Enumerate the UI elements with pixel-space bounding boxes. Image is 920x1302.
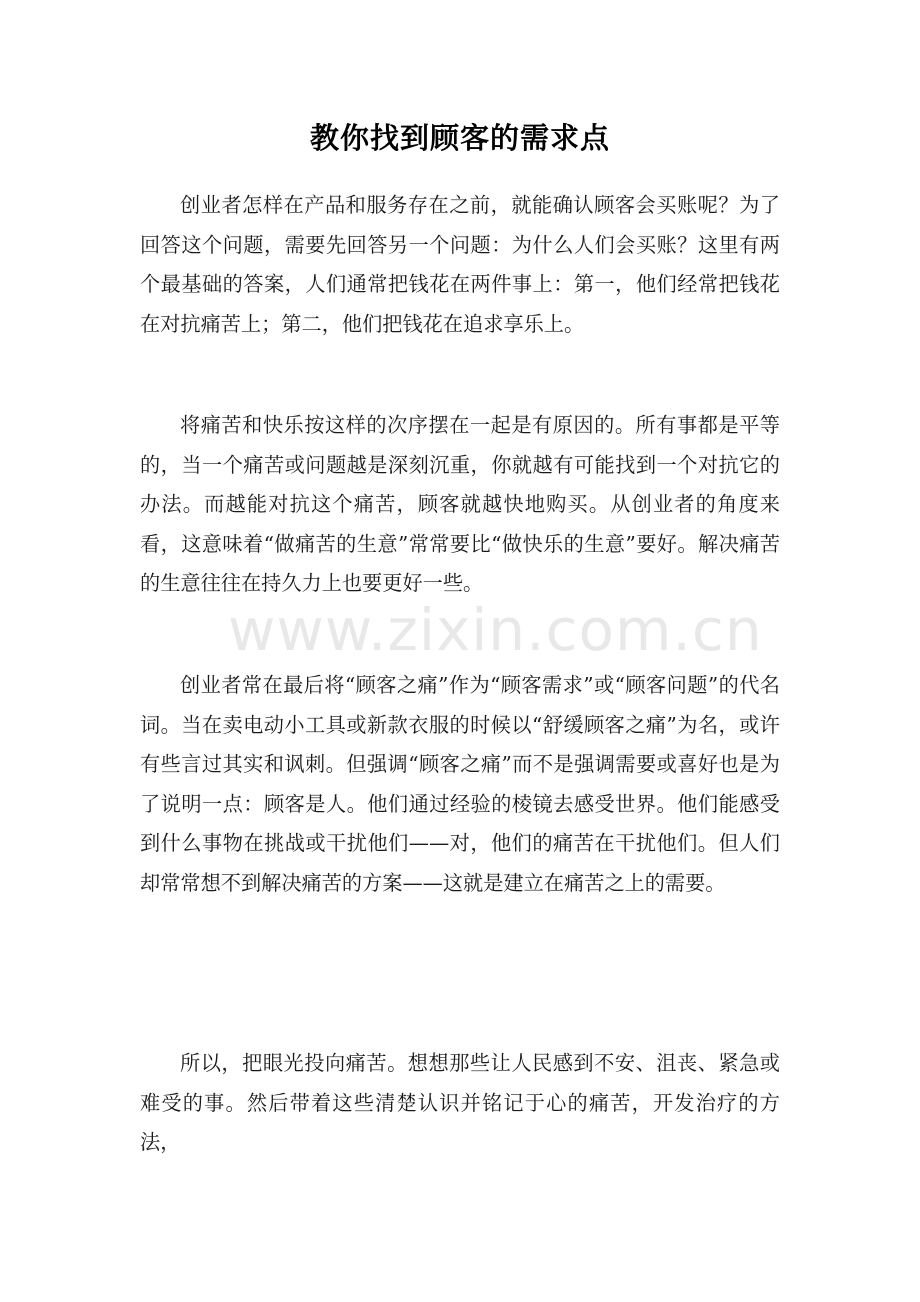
document-title: 教你找到顾客的需求点: [309, 121, 610, 155]
paragraph-1: 创业者怎样在产品和服务存在之前，就能确认顾客会买账呢？为了回答这个问题，需要先回答另一个问题：为什么人们会买账？这里有两个最基础的答案，人们通常把钱花在两件事上：第一，他们经常把钱花在对抗痛苦上；第二，他们把钱花在追求享乐上。: [140, 193, 780, 336]
paragraph-4: 所以，把眼光投向痛苦。想想那些让人民感到不安、沮丧、紧急或难受的事。然后带着这些清楚认识并铭记于心的痛苦，开发治疗的方法，: [140, 1051, 780, 1155]
paragraph-2: 将痛苦和快乐按这样的次序摆在一起是有原因的。所有事都是平等的，当一个痛苦或问题越是深刻沉重，你就越有可能找到一个对抗它的办法。而越能对抗这个痛苦，顾客就越快地购买。从创业者的角度来看，这意味着“做痛苦的生意”常常要比“做快乐的生意”要好。解决痛苦的生意往往在持久力上也要更好一些。: [140, 413, 780, 596]
watermark: www.zixin.com.cn: [228, 596, 763, 664]
paragraph-3: 创业者常在最后将“顾客之痛”作为“顾客需求”或“顾客问题”的代名词。当在卖电动小工具或新款衣服的时候以“舒缓顾客之痛”为名，或许有些言过其实和讽刺。但强调“顾客之痛”而不是强调需要或喜好也是为了说明一点：顾客是人。他们通过经验的棱镜去感受世界。他们能感受到什么事物在挑战或干扰他们——对，他们的痛苦在干扰他们。但人们却常常想不到解决痛苦的方案——这就是建立在痛苦之上的需要。: [140, 673, 780, 895]
